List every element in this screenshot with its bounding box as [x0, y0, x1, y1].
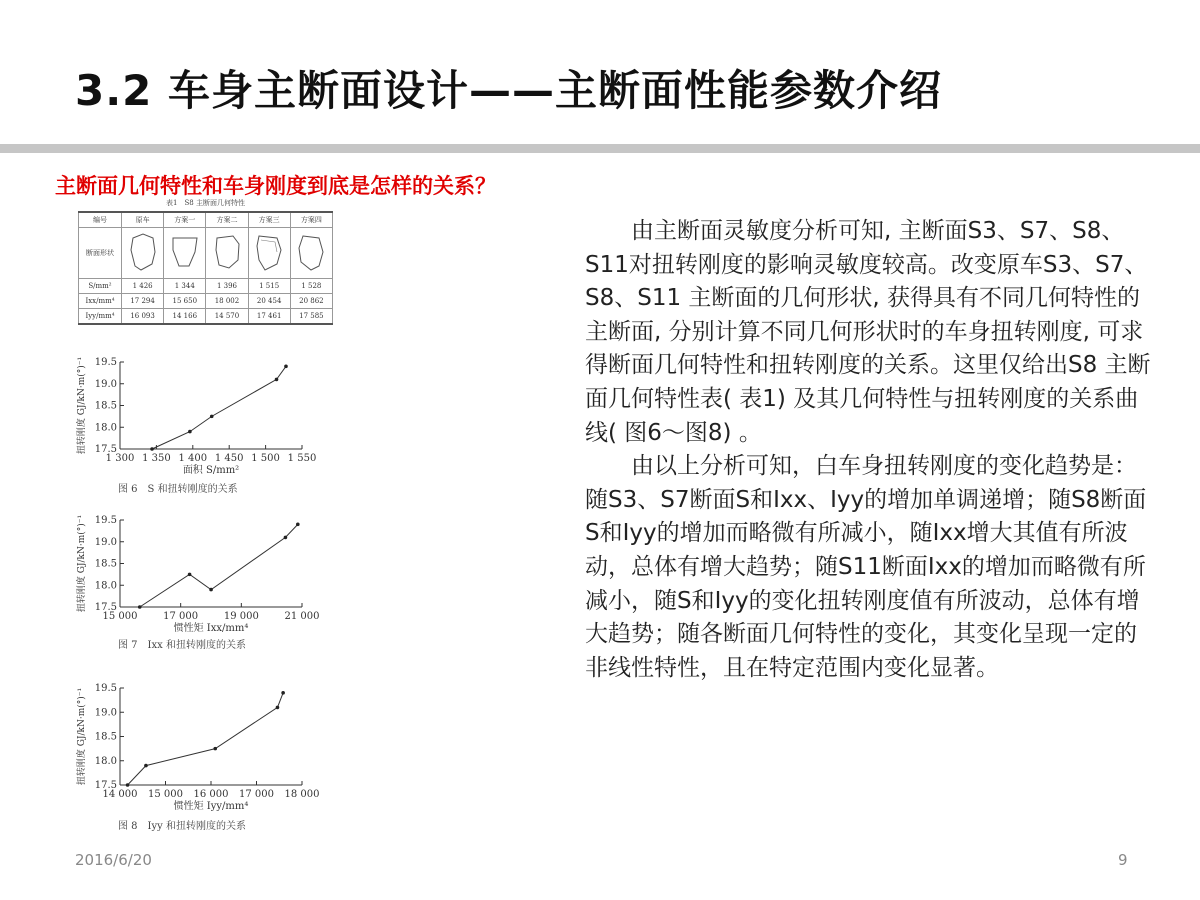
body-text [585, 215, 1155, 685]
series-line [152, 366, 286, 449]
y-tick-label: 17.5 [94, 780, 117, 791]
table-cell: 1 396 [206, 279, 248, 294]
footer-date: 2016/6/20 [75, 851, 152, 869]
x-tick-label: 21 000 [284, 611, 320, 622]
section-shape-sketch [206, 228, 248, 279]
table-cell: 1 515 [248, 279, 290, 294]
y-tick-label: 18.0 [94, 755, 117, 767]
table-row-label: 断面形状 [79, 228, 122, 279]
data-point [188, 573, 192, 577]
table-cell: 1 528 [290, 279, 332, 294]
data-point [284, 365, 288, 369]
table-cell: 14 570 [206, 309, 248, 325]
figure-caption: 图 7 Ixx 和扭转刚度的关系 [118, 640, 246, 651]
table-row-label: Ixx/mm⁴ [79, 294, 122, 309]
data-point [213, 747, 217, 751]
x-tick-label: 18 000 [284, 789, 320, 800]
chart-ixx-vs-stiffness [70, 510, 340, 635]
x-tick-label: 1 300 [105, 453, 135, 464]
table-row [79, 279, 333, 294]
y-tick-label: 17.5 [94, 602, 117, 613]
table-row-label: Iyy/mm⁴ [79, 309, 122, 325]
figure-6 [70, 352, 340, 502]
data-point [144, 764, 148, 768]
table-header-cell: 方案二 [206, 212, 248, 228]
table-row [79, 294, 333, 309]
geometry-table-figure [78, 197, 333, 325]
figure-8 [70, 678, 340, 838]
section-shape-sketch [122, 228, 164, 279]
x-tick-label: 15 000 [148, 789, 183, 800]
data-point [281, 691, 285, 695]
table-caption: 表1 S8 主断面几何特性 [166, 199, 245, 207]
x-tick-label: 1 550 [287, 453, 317, 464]
paragraph: 由主断面灵敏度分析可知, 主断面S3、S7、S8、S11对扭转刚度的影响灵敏度较高。改变原车S3、S7、S8、S11 主断面的几何形状, 获得具有不同几何特性的主断面, 分别计算不同几何形状时的车身扭转刚度, 可求得断面几何特性和扭转刚度的关系。这里仅给出S8 主断面几何特性表( 表1) 及其几何特性与扭转刚度的关系曲线( 图6～图8) 。 [585, 218, 1151, 446]
x-axis-label: 惯性矩 Iyy/mm⁴ [173, 801, 249, 812]
table-cell: 17 585 [290, 309, 332, 325]
y-axis-label: 扭转刚度 GJ/kN·m(°)⁻¹ [77, 514, 87, 613]
x-tick-label: 1 450 [214, 453, 244, 464]
table-cell: 14 166 [164, 309, 206, 325]
title-divider [0, 144, 1200, 153]
chart-s-vs-stiffness [70, 352, 340, 477]
section-shape-sketch [290, 228, 332, 279]
y-tick-label: 18.5 [94, 731, 117, 743]
data-point [275, 378, 279, 382]
x-tick-label: 16 000 [193, 789, 229, 800]
x-axis-label: 惯性矩 Ixx/mm⁴ [173, 623, 249, 634]
y-tick-label: 19.5 [94, 683, 117, 694]
section-shape-sketch [248, 228, 290, 279]
table-cell: 15 650 [164, 294, 206, 309]
y-tick-label: 17.5 [94, 444, 117, 455]
y-tick-label: 18.5 [94, 400, 117, 412]
table-row-label: S/mm² [79, 279, 122, 294]
x-tick-label: 17 000 [163, 611, 199, 622]
table-cell: 20 862 [290, 294, 332, 309]
x-tick-label: 1 400 [178, 453, 208, 464]
data-point [138, 605, 142, 609]
paragraph: 由以上分析可知，白车身扭转刚度的变化趋势是： 随S3、S7断面S和Ixx、Iyy的增加单调递增；随S8断面S和Iyy的增加而略微有所减小，随Ixx增大其值有所波动，总体有增大趋势；随S11断面Ixx的增加而略微有所减小，随S和Iyy的变化扭转刚度值有所波动，总体有增大趋势；随各断面几何特性的变化，其变化呈现一定的非线性特性，且在特定范围内变化显著。 [585, 453, 1147, 681]
table-cell: 17 461 [248, 309, 290, 325]
data-point [188, 430, 192, 434]
chart-iyy-vs-stiffness [70, 678, 340, 813]
y-tick-label: 18.0 [94, 422, 117, 434]
data-point [296, 523, 300, 527]
data-point [126, 783, 130, 787]
table-header-cell: 原车 [122, 212, 164, 228]
y-tick-label: 19.5 [94, 357, 117, 368]
data-point [276, 706, 280, 710]
table-cell: 1 426 [122, 279, 164, 294]
table-cell: 17 294 [122, 294, 164, 309]
section-question: 主断面几何特性和车身刚度到底是怎样的关系？ [55, 173, 496, 198]
slide-title: 3.2 车身主断面设计——主断面性能参数介绍 [75, 66, 943, 115]
y-tick-label: 19.0 [94, 707, 117, 719]
page-number: 9 [1118, 851, 1128, 869]
table-header-cell: 方案一 [164, 212, 206, 228]
y-axis-label: 扭转刚度 GJ/kN·m(°)⁻¹ [77, 687, 87, 786]
x-tick-label: 19 000 [223, 611, 259, 622]
series-line [140, 524, 298, 607]
table-header-cell: 编号 [79, 212, 122, 228]
data-point [284, 536, 288, 540]
figure-caption: 图 6 S 和扭转刚度的关系 [118, 484, 238, 495]
data-point [210, 415, 214, 419]
x-tick-label: 14 000 [102, 789, 138, 800]
table-header-row [79, 212, 333, 228]
y-tick-label: 19.0 [94, 378, 117, 390]
table-shape-row [79, 228, 333, 279]
x-axis-label: 面积 S/mm² [182, 465, 240, 476]
table-row [79, 309, 333, 325]
data-point [150, 447, 154, 451]
table-cell: 1 344 [164, 279, 206, 294]
data-point [209, 588, 213, 592]
geometry-table [78, 211, 333, 325]
y-tick-label: 19.0 [94, 536, 117, 548]
x-tick-label: 17 000 [239, 789, 274, 800]
x-tick-label: 1 350 [142, 453, 171, 464]
y-axis-label: 扭转刚度 GJ/kN·m(°)⁻¹ [77, 356, 87, 455]
y-tick-label: 18.0 [94, 580, 117, 592]
table-cell: 20 454 [248, 294, 290, 309]
y-tick-label: 18.5 [94, 558, 117, 570]
figure-caption: 图 8 Iyy 和扭转刚度的关系 [118, 821, 246, 832]
x-tick-label: 15 000 [102, 611, 138, 622]
y-tick-label: 19.5 [94, 515, 117, 526]
figure-7 [70, 510, 340, 660]
table-cell: 18 002 [206, 294, 248, 309]
series-line [128, 693, 284, 785]
table-header-cell: 方案三 [248, 212, 290, 228]
table-header-cell: 方案四 [290, 212, 332, 228]
table-cell: 16 093 [122, 309, 164, 325]
section-shape-sketch [164, 228, 206, 279]
x-tick-label: 1 500 [251, 453, 280, 464]
